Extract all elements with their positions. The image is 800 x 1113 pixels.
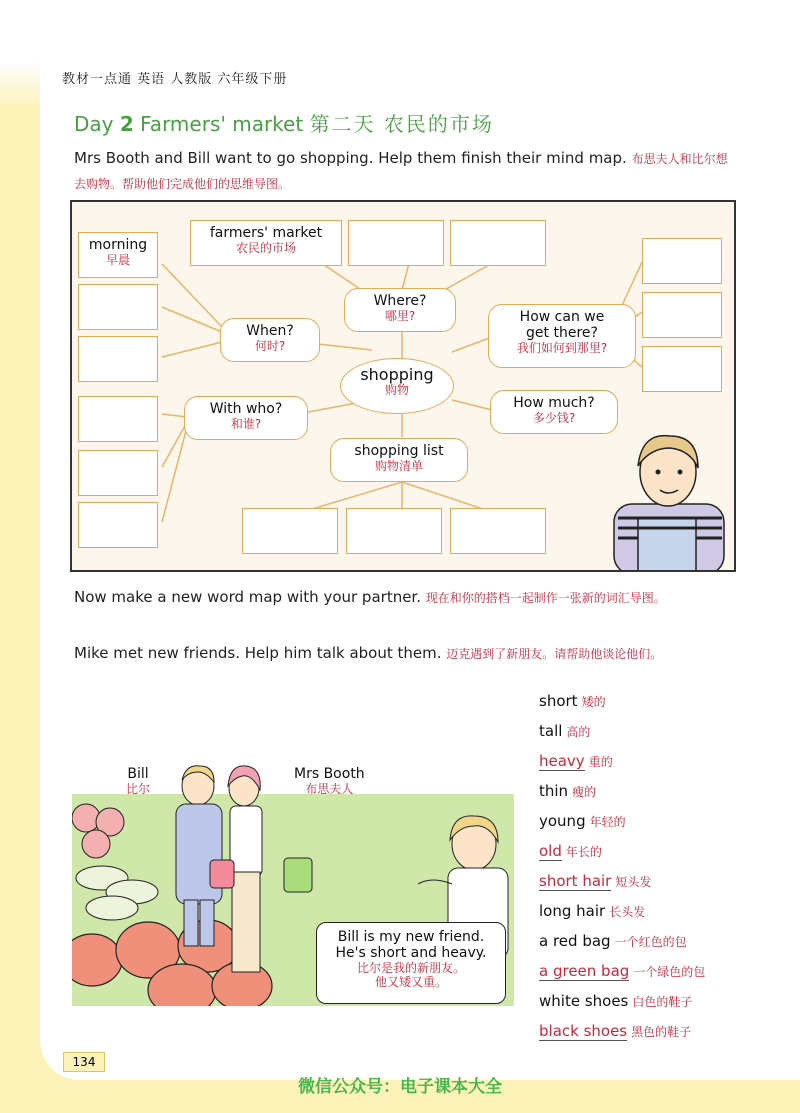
- vocab-list: [539, 692, 769, 1052]
- node-when-en: When?: [246, 323, 294, 339]
- vocab-item: [539, 812, 769, 842]
- node-how: [488, 304, 636, 368]
- node-list-en: shopping list: [354, 443, 444, 459]
- vocab-item: [539, 962, 769, 992]
- vocab-item: [539, 992, 769, 1022]
- node-where-en: Where?: [373, 293, 427, 309]
- task2-en: Now make a new word map with your partner.: [74, 588, 421, 606]
- node-how-en1: How can we: [519, 309, 605, 325]
- vocab-item: [539, 902, 769, 932]
- vocab-en: tall: [539, 722, 563, 740]
- label-booth-cn: 布思夫人: [305, 782, 354, 796]
- vocab-cn: 矮的: [581, 695, 606, 709]
- node-how-cn: 我们如何到那里?: [516, 341, 608, 355]
- vocab-cn: 短头发: [615, 875, 652, 889]
- footer-watermark: 微信公众号：电子课本大全: [298, 1077, 502, 1097]
- breadcrumb: 教材一点通 英语 人教版 六年级下册: [62, 72, 288, 87]
- empty-box[interactable]: [642, 346, 722, 392]
- vocab-en: short: [539, 692, 578, 710]
- node-list-cn: 购物清单: [374, 459, 423, 473]
- vocab-en-highlight: a green bag: [539, 962, 630, 980]
- vocab-item: [539, 722, 769, 752]
- vocab-item: [539, 1022, 769, 1052]
- node-how-en2: get there?: [526, 325, 598, 341]
- speech-bubble: [316, 922, 506, 1004]
- node-howmuch-en: How much?: [513, 395, 595, 411]
- node-morning-en: morning: [88, 237, 148, 253]
- node-withwho-cn: 和谁?: [230, 417, 262, 431]
- node-morning-cn: 早晨: [105, 253, 130, 267]
- node-when-cn: 何时?: [254, 339, 286, 353]
- node-farmers-cn: 农民的市场: [235, 241, 296, 255]
- intro-text: [74, 146, 734, 196]
- vocab-cn: 重的: [588, 755, 613, 769]
- node-shopping-en: shopping: [360, 365, 434, 384]
- node-shopping: [340, 358, 454, 414]
- vocab-cn: 黑色的鞋子: [631, 1025, 692, 1039]
- title-day: Day: [74, 112, 114, 136]
- vocab-item: [539, 872, 769, 902]
- title-num: 2: [119, 112, 134, 136]
- vocab-item: [539, 842, 769, 872]
- vocab-cn: 年轻的: [589, 815, 626, 829]
- boy-illustration: [594, 422, 734, 572]
- node-with-who: [184, 396, 308, 440]
- label-mrs-booth: [294, 766, 365, 796]
- node-morning: [78, 232, 158, 278]
- vocab-item: [539, 932, 769, 962]
- label-bill-cn: 比尔: [126, 782, 151, 796]
- vocab-en: a red bag: [539, 932, 611, 950]
- vocab-en: white shoes: [539, 992, 629, 1010]
- empty-box[interactable]: [450, 508, 546, 554]
- vocab-en: thin: [539, 782, 569, 800]
- node-when: [220, 318, 320, 362]
- empty-box[interactable]: [78, 450, 158, 496]
- label-bill-en: Bill: [127, 766, 149, 782]
- node-where: [344, 288, 456, 332]
- task2-text: [74, 584, 736, 611]
- vocab-cn: 一个红色的包: [614, 935, 687, 949]
- node-shopping-cn: 购物: [384, 383, 409, 397]
- bubble-cn1: 比尔是我的新朋友。: [356, 961, 465, 975]
- empty-box[interactable]: [78, 336, 158, 382]
- label-bill: [126, 766, 150, 796]
- task3-text: [74, 640, 736, 667]
- vocab-cn: 一个绿色的包: [633, 965, 706, 979]
- task2-cn: 现在和你的搭档一起制作一张新的词汇导图。: [425, 591, 666, 605]
- vocab-en-highlight: heavy: [539, 752, 585, 770]
- empty-box[interactable]: [642, 292, 722, 338]
- node-shopping-list: [330, 438, 468, 482]
- node-withwho-en: With who?: [209, 401, 283, 417]
- vocab-cn: 长头发: [609, 905, 646, 919]
- empty-box[interactable]: [348, 220, 444, 266]
- empty-box[interactable]: [642, 238, 722, 284]
- vocab-cn: 年长的: [565, 845, 602, 859]
- page-title: [74, 108, 494, 137]
- bubble-cn2: 他又矮又重。: [374, 975, 447, 989]
- empty-box[interactable]: [78, 396, 158, 442]
- empty-box[interactable]: [242, 508, 338, 554]
- vocab-en: long hair: [539, 902, 606, 920]
- title-en: Farmers' market: [140, 112, 304, 136]
- node-farmers-en: farmers' market: [209, 225, 323, 241]
- mind-map: [70, 200, 736, 572]
- bubble-line1: Bill is my new friend.: [337, 929, 485, 945]
- intro-cn: 布思夫人和比尔想去购物。帮助他们完成他们的思维导图。: [74, 152, 728, 191]
- vocab-en-highlight: old: [539, 842, 562, 860]
- vocab-cn: 高的: [566, 725, 591, 739]
- market-illustration: [72, 760, 514, 1006]
- vocab-en-highlight: short hair: [539, 872, 612, 890]
- empty-box[interactable]: [346, 508, 442, 554]
- task3-en: Mike met new friends. Help him talk about them.: [74, 644, 442, 662]
- vocab-item: [539, 752, 769, 782]
- vocab-item: [539, 692, 769, 722]
- vocab-en-highlight: black shoes: [539, 1022, 628, 1040]
- label-booth-en: Mrs Booth: [294, 766, 365, 782]
- page-number: 134: [63, 1052, 105, 1072]
- node-where-cn: 哪里?: [384, 309, 416, 323]
- node-howmuch-cn: 多少钱?: [532, 411, 576, 425]
- task3-cn: 迈克遇到了新朋友。请帮助他谈论他们。: [446, 647, 663, 661]
- node-farmers-market: [190, 220, 342, 266]
- empty-box[interactable]: [78, 284, 158, 330]
- empty-box[interactable]: [78, 502, 158, 548]
- vocab-item: [539, 782, 769, 812]
- vocab-en: young: [539, 812, 586, 830]
- vocab-cn: 瘦的: [572, 785, 597, 799]
- empty-box[interactable]: [450, 220, 546, 266]
- bubble-line2: He's short and heavy.: [335, 945, 487, 961]
- intro-en: Mrs Booth and Bill want to go shopping. Help them finish their mind map.: [74, 149, 627, 167]
- vocab-cn: 白色的鞋子: [632, 995, 693, 1009]
- title-cn: 第二天 农民的市场: [309, 112, 494, 136]
